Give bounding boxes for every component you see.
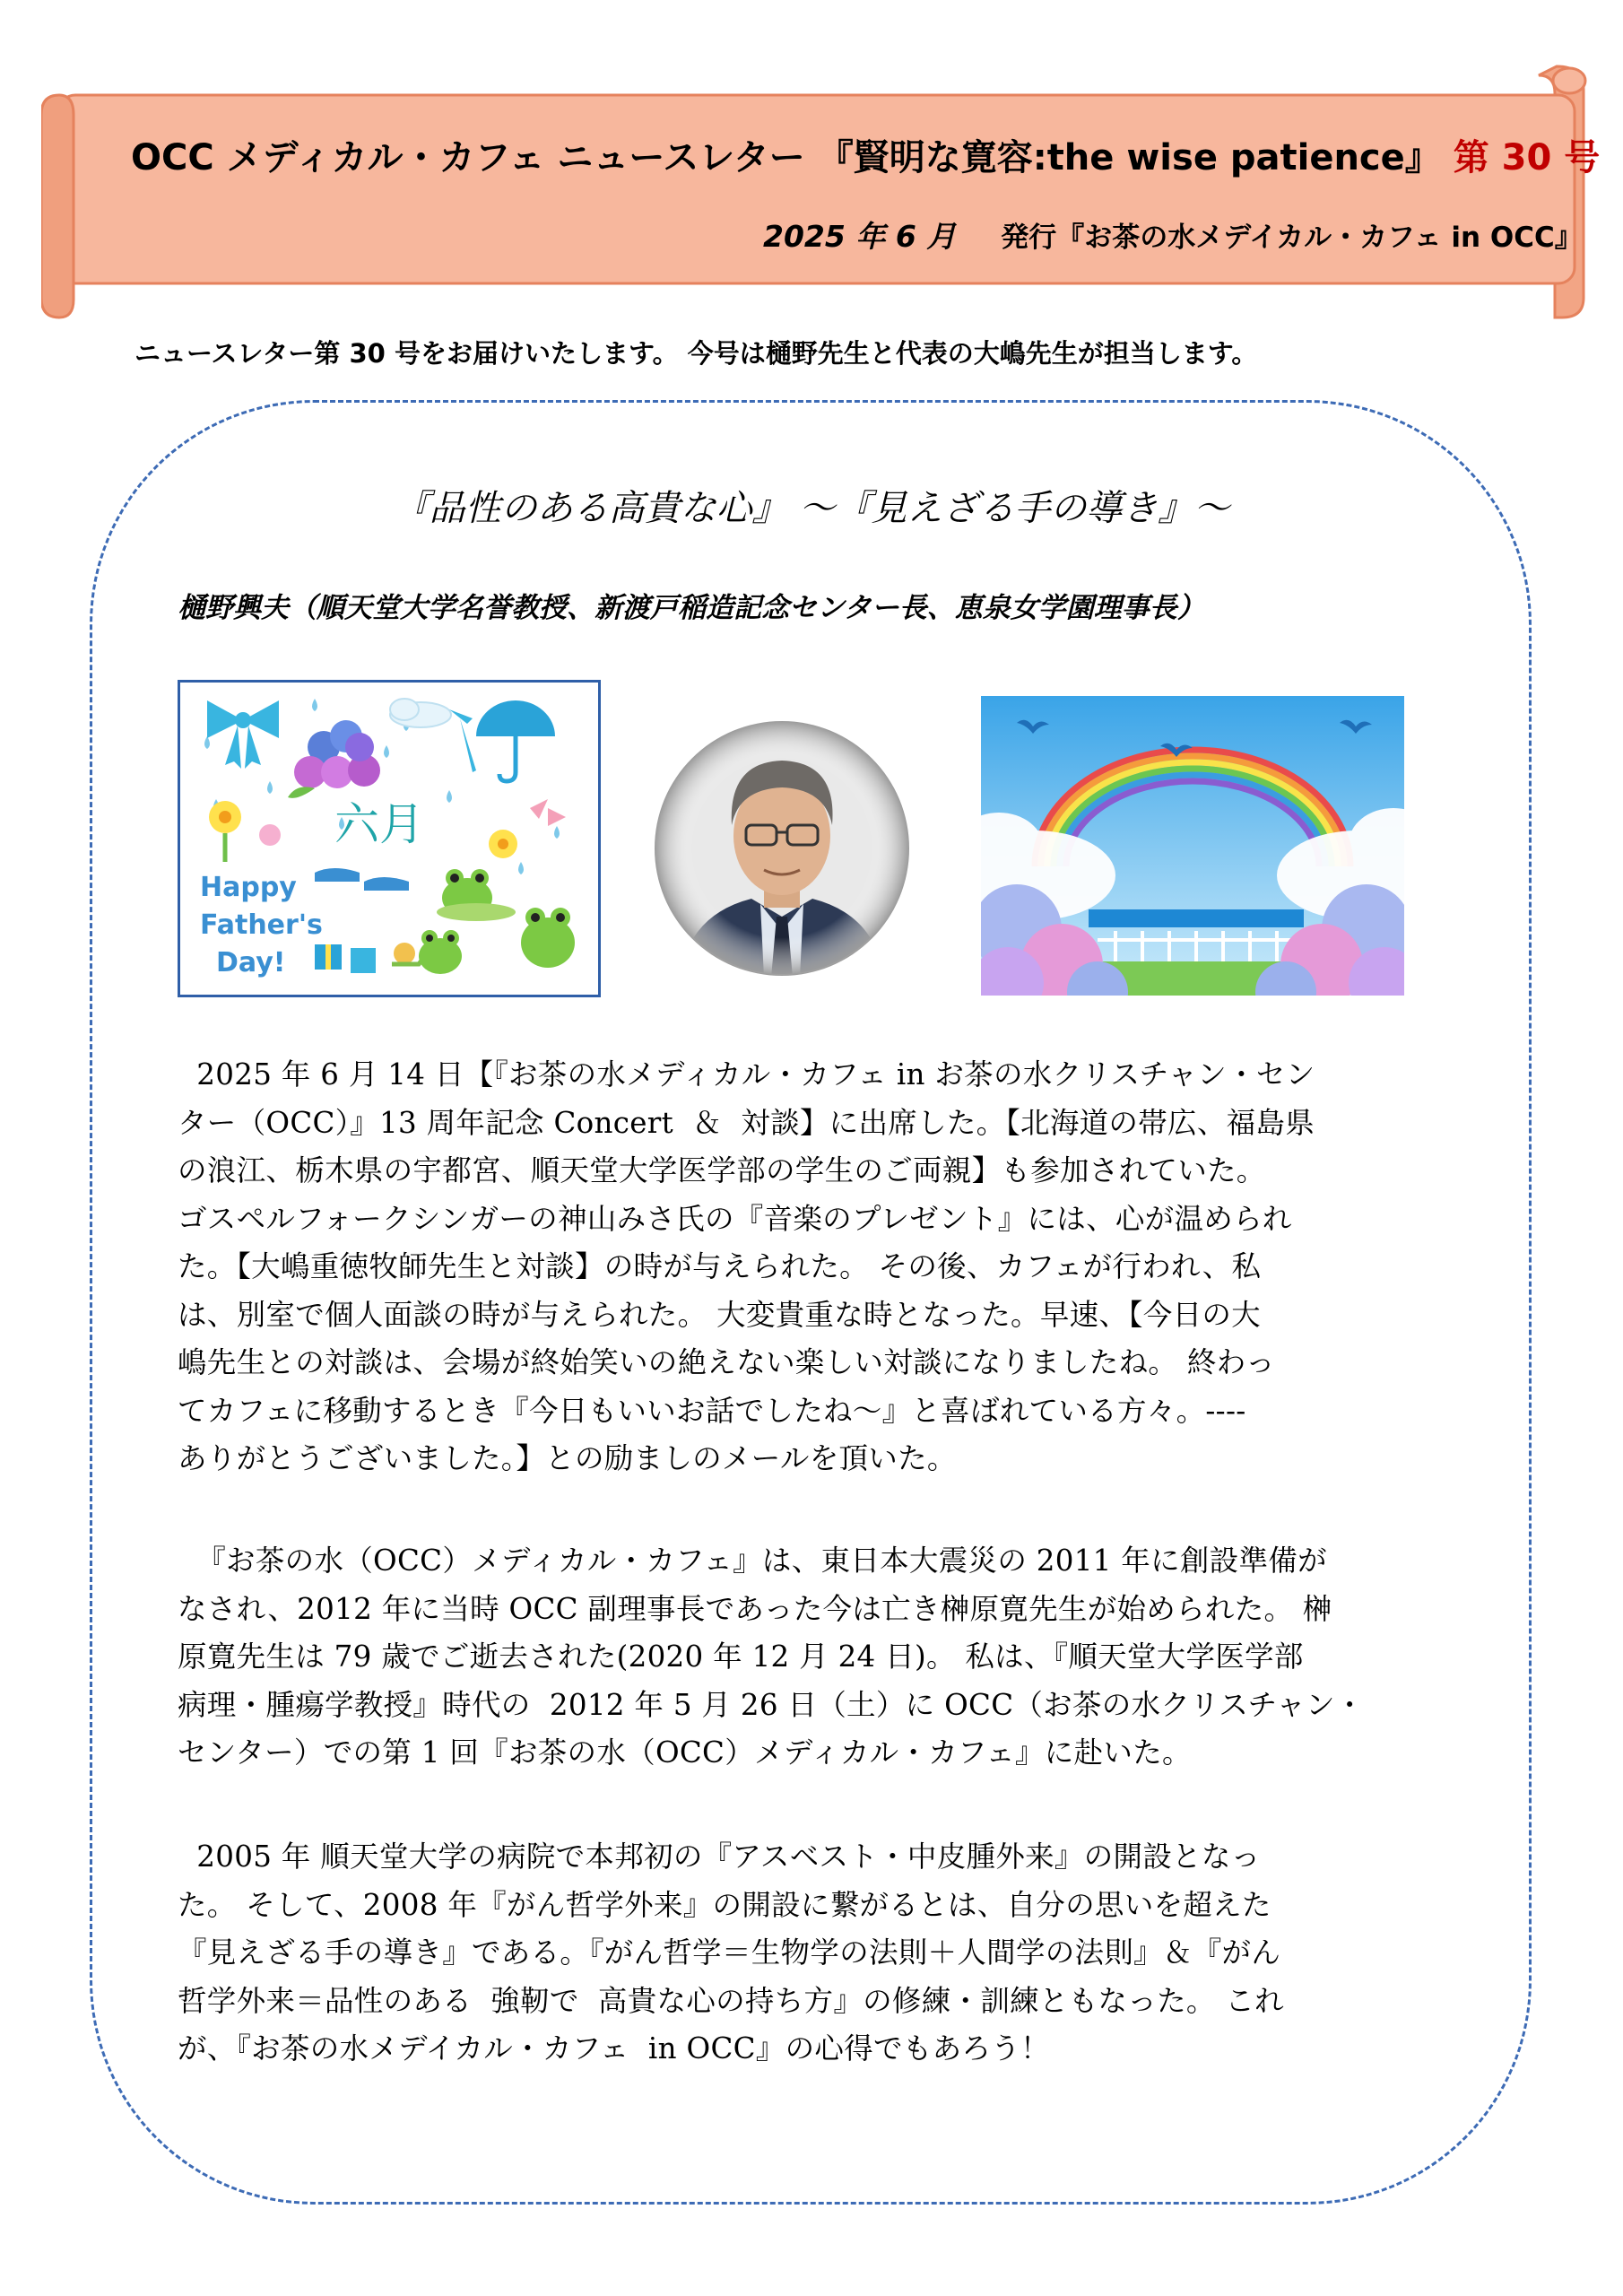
paragraph-3: [178, 1833, 1433, 2074]
paragraph-line: センター）での第 1 回『お茶の水（OCC）メディカル・カフェ』に赴いた。: [178, 1735, 1192, 1770]
header-banner: [41, 61, 1601, 321]
gift-icon: [315, 944, 376, 973]
paragraph-line: 嶋先生との対談は、会場が終始笑いの絶えない楽しい対談になりましたね。 終わっ: [178, 1345, 1275, 1379]
paragraph-1: [178, 1051, 1433, 1483]
paragraph-line: てカフェに移動するとき『今日もいいお話でしたね〜』と喜ばれている方々。----: [178, 1393, 1246, 1428]
author-portrait: [653, 719, 911, 978]
fathers-day-line2: Father's: [200, 909, 323, 941]
article-title: 『品性のある高貴な心』 〜『見えざる手の導き』〜: [393, 488, 1230, 529]
paragraph-line: 原寛先生は 79 歳でご逝去された(2020 年 12 月 24 日)。 私は、『順天堂大学医学部: [178, 1639, 1304, 1674]
publish-date: 2025 年 6 月: [763, 219, 957, 254]
paragraph-line: た。 そして、2008 年『がん哲学外来』の開設に繋がるとは、自分の思いを超えた: [178, 1887, 1271, 1922]
paragraph-line: は、別室で個人面談の時が与えられた。 大変貴重な時となった。早速、【今日の大: [178, 1297, 1261, 1332]
umbrella-icon: [449, 700, 555, 781]
paragraph-line: ター（OCC）』13 周年記念 Concert ＆ 対談】に出席した。【北海道の帯広、福島県: [178, 1105, 1315, 1140]
fathers-day-line3: Day!: [216, 947, 286, 978]
shoes-icon: [315, 868, 409, 891]
issue-number: 第 30 号: [1453, 137, 1601, 178]
frog-icon: [419, 869, 575, 974]
intro-text: ニュースレター第 30 号をお届けいたします。 今号は樋野先生と代表の大嶋先生が担当します。: [135, 338, 1258, 369]
publisher: 発行『お茶の水メデイカル・カフェ in OCC』: [1001, 222, 1583, 254]
title-main: OCC メディカル・カフェ ニュースレター 『賢明な寛容:the wise patience』: [131, 137, 1441, 178]
hydrangea-icon: [288, 720, 380, 798]
paragraph-line: 『お茶の水（OCC）メディカル・カフェ』は、東日本大震災の 2011 年に創設準備が: [178, 1544, 1327, 1578]
june-illustration: [178, 680, 601, 997]
paragraph-line: なされ、2012 年に当時 OCC 副理事長であった今は亡き榊原寛先生が始められた。 榊: [178, 1591, 1332, 1626]
author-line: 樋野興夫（順天堂大学名誉教授、新渡戸稲造記念センター長、恵泉女学園理事長）: [178, 592, 1205, 624]
ribbon-icon: [207, 700, 279, 769]
rainbow-illustration: [981, 696, 1404, 996]
paragraph-line: 哲学外来＝品性のある 強靭で 高貴な心の持ち方』の修練・訓練ともなった。 これ: [178, 1983, 1284, 2018]
paragraph-line: 2005 年 順天堂大学の病院で本邦初の『アスベスト・中皮腫外来』の開設となっ: [178, 1839, 1261, 1874]
june-text: 六月: [334, 798, 424, 850]
paragraph-line: が、『お茶の水メデイカル・カフェ in OCC』の心得でもあろう！: [178, 2031, 1050, 2066]
paragraph-line: の浪江、栃木県の宇都宮、順天堂大学医学部の学生のご両親】も参加されていた。: [178, 1153, 1266, 1187]
paragraph-line: た。【大嶋重徳牧師先生と対談】の時が与えられた。 その後、カフェが行われ、私: [178, 1249, 1262, 1283]
newsletter-title: [131, 129, 1601, 180]
paragraph-line: 『見えざる手の導き』である。『がん哲学＝生物学の法則＋人間学の法則』＆『がん: [178, 1935, 1281, 1970]
fathers-day-line1: Happy: [200, 872, 297, 903]
paragraph-line: ありがとうございました。】との励ましのメールを頂いた。: [178, 1441, 957, 1475]
paragraph-line: 病理・腫瘍学教授』時代の 2012 年 5 月 26 日（土）に OCC（お茶の水クリスチャン・: [178, 1687, 1365, 1722]
paragraph-line: ゴスペルフォークシンガーの神山みさ氏の『音楽のプレゼント』には、心が温められ: [178, 1201, 1292, 1236]
scroll-banner-shape: [41, 61, 1591, 321]
publish-line: [763, 213, 1583, 256]
paragraph-2: [178, 1537, 1433, 1778]
paragraph-line: 2025 年 6 月 14 日【『お茶の水メディカル・カフェ in お茶の水クリスチャン・セン: [178, 1057, 1315, 1091]
